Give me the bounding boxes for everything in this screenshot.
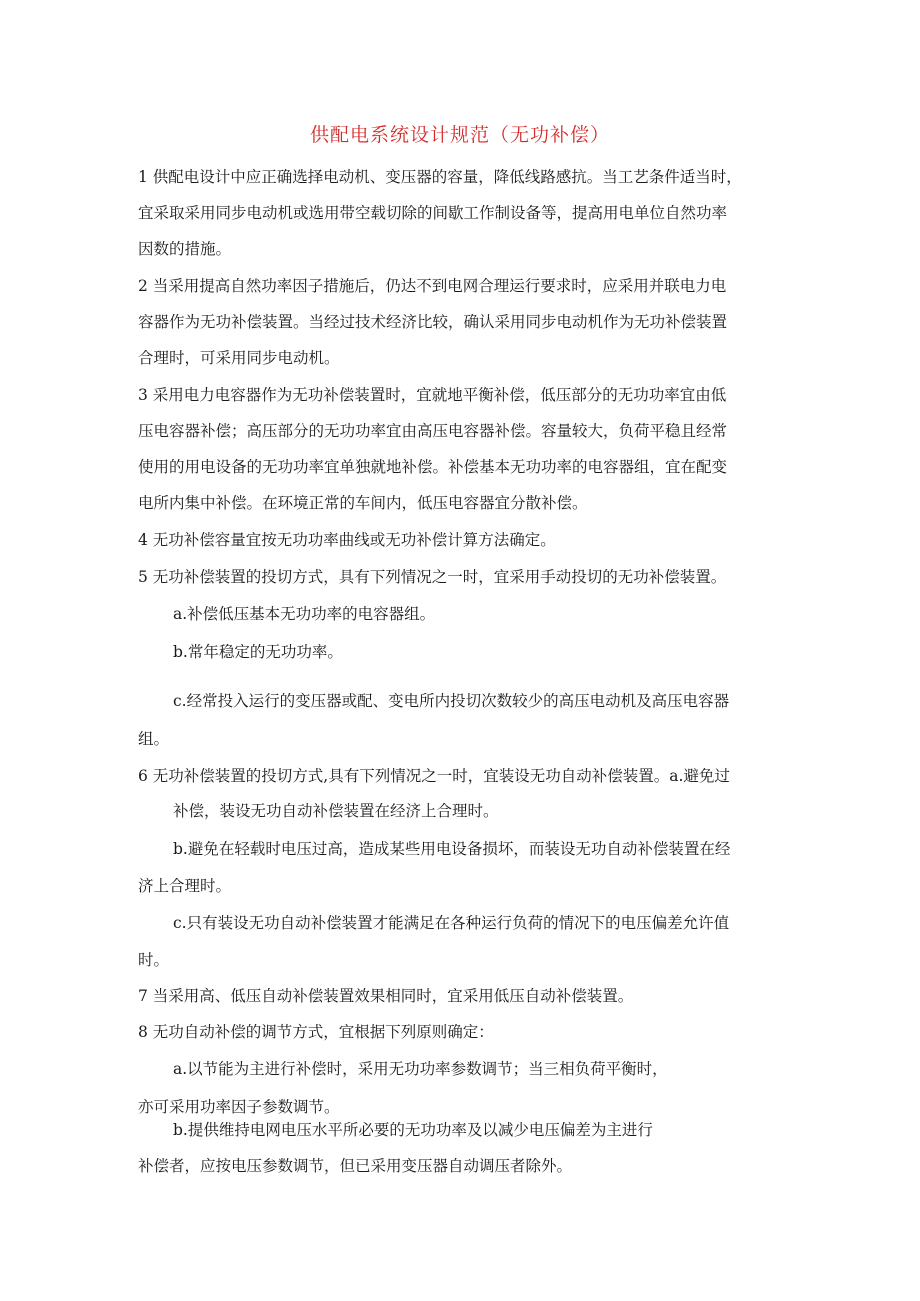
clause-6-item-b-line-2: 济上合理时。 (138, 877, 232, 895)
clause-8-item-b-line-2: 补偿者，应按电压参数调节，但已采用变压器自动调压者除外。 (138, 1157, 573, 1175)
clause-3-line-1: 3 采用电力电容器作为无功补偿装置时，宜就地平衡补偿，低压部分的无功功率宜由低 (138, 386, 727, 404)
clause-4-line-1: 4 无功补偿容量宜按无功功率曲线或无功补偿计算方法确定。 (138, 531, 556, 549)
clause-6-item-c-line-1: c.只有装设无功自动补偿装置才能满足在各种运行负荷的情况下的电压偏差允许值 (173, 914, 730, 932)
clause-8-item-a-line-1: a.以节能为主进行补偿时，采用无功功率参数调节；当三相负荷平衡时， (173, 1060, 668, 1078)
clause-2-line-1: 2 当采用提高自然功率因子措施后，仍达不到电网合理运行要求时，应采用并联电力电 (138, 277, 727, 295)
clause-5-item-c-line-2: 组。 (138, 730, 170, 748)
clause-5-line-1: 5 无功补偿装置的投切方式，具有下列情况之一时，宜采用手动投切的无功补偿装置。 (138, 568, 727, 586)
clause-6-line-1: 6 无功补偿装置的投切方式,具有下列情况之一时，宜装设无功自动补偿装置。a.避免过 (138, 767, 730, 785)
clause-6-line-2: 补偿，装设无功自动补偿装置在经济上合理时。 (173, 802, 499, 820)
clause-3-line-3: 使用的用电设备的无功功率宜单独就地补偿。补偿基本无功功率的电容器组，宜在配变 (138, 458, 728, 476)
clause-8-item-a-line-2: 亦可采用功率因子参数调节。 (138, 1098, 340, 1116)
clause-5-item-a: a.补偿低压基本无功功率的电容器组。 (173, 605, 436, 623)
clause-1-line-2: 宜采取采用同步电动机或选用带空载切除的间歇工作制设备等，提高用电单位自然功率 (138, 204, 728, 222)
clause-1-line-1: 1 供配电设计中应正确选择电动机、变压器的容量，降低线路感抗。当工艺条件适当时， (138, 168, 742, 186)
clause-1-line-3: 因数的措施。 (138, 240, 232, 258)
clause-6-item-b-line-1: b.避免在轻载时电压过高，造成某些用电设备损坏，而装设无功自动补偿装置在经 (173, 840, 731, 858)
clause-8-item-b-line-1: b.提供维持电网电压水平所必要的无功功率及以减少电压偏差为主进行 (173, 1121, 653, 1139)
document-title: 供配电系统设计规范（无功补偿） (309, 124, 610, 146)
clause-3-line-4: 电所内集中补偿。在环境正常的车间内，低压电容器宜分散补偿。 (138, 494, 588, 512)
clause-2-line-2: 容器作为无功补偿装置。当经过技术经济比较，确认采用同步电动机作为无功补偿装置 (138, 313, 728, 331)
clause-5-item-b: b.常年稳定的无功功率。 (173, 643, 343, 661)
clause-8-line-1: 8 无功自动补偿的调节方式，宜根据下列原则确定： (138, 1023, 494, 1041)
clause-6-item-c-line-2: 时。 (138, 951, 170, 969)
clause-3-line-2: 压电容器补偿；高压部分的无功功率宜由高压电容器补偿。容量较大，负荷平稳且经常 (138, 422, 728, 440)
clause-5-item-c-line-1: c.经常投入运行的变压器或配、变电所内投切次数较少的高压电动机及高压电容器 (173, 692, 730, 710)
clause-7-line-1: 7 当采用高、低压自动补偿装置效果相同时，宜采用低压自动补偿装置。 (138, 987, 634, 1005)
clause-2-line-3: 合理时，可采用同步电动机。 (138, 349, 340, 367)
